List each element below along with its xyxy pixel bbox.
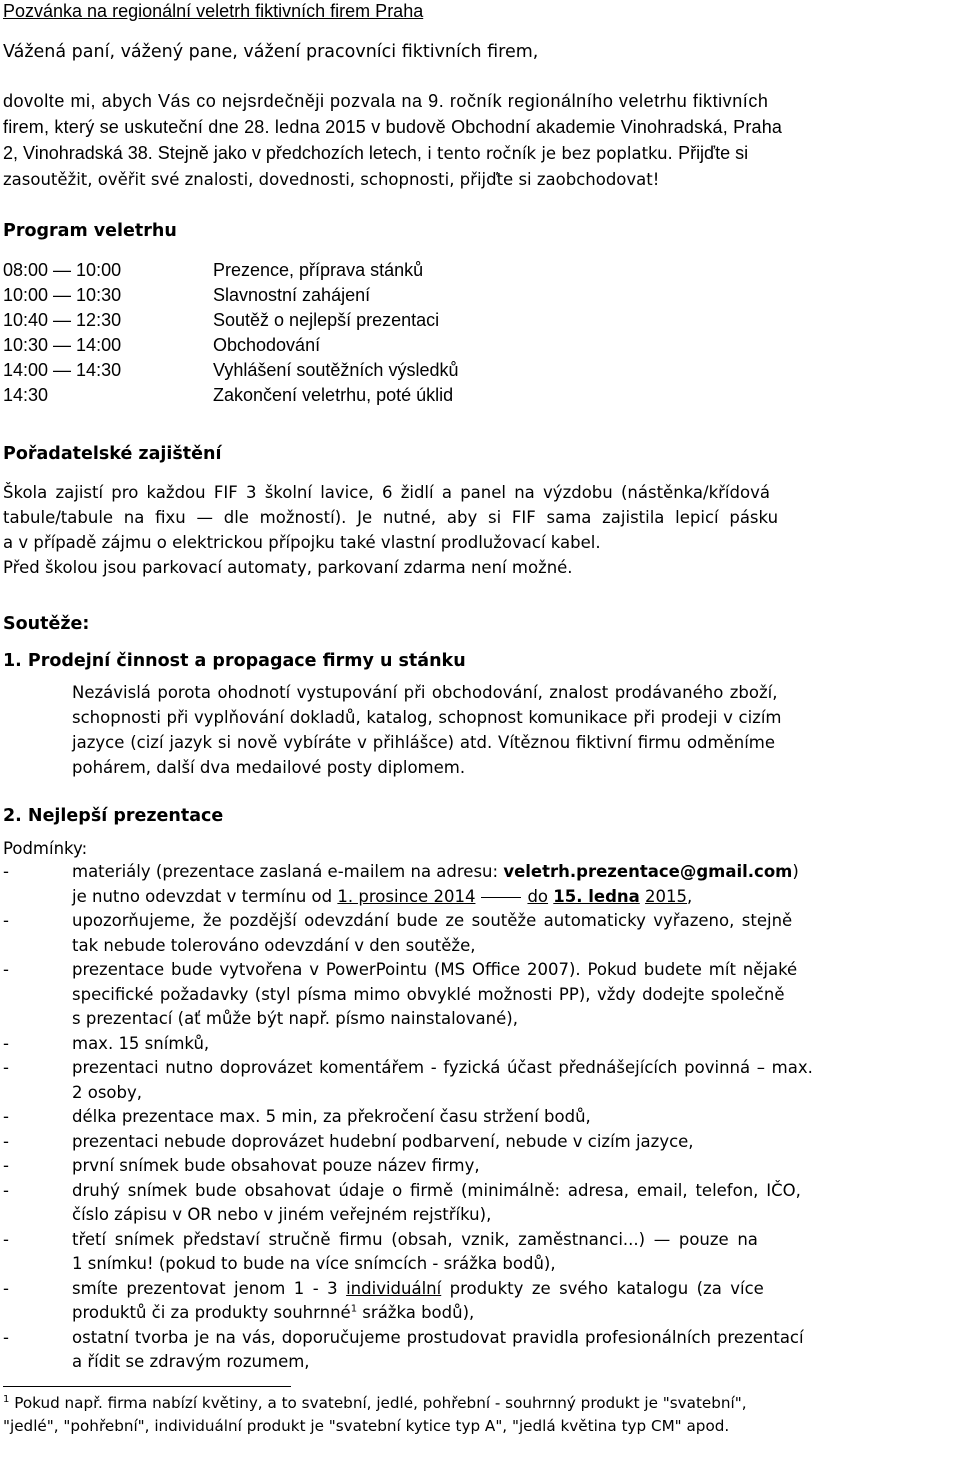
item-text: produkty ze svého katalogu (za více xyxy=(441,1278,764,1298)
document-title-link[interactable]: Pozvánka na regionální veletrh fiktivních firem Praha xyxy=(3,1,424,21)
item-line: s prezentací (ať může být např. písmo nainstalované), xyxy=(72,1009,518,1028)
list-item xyxy=(3,860,958,909)
list-item xyxy=(3,1326,958,1375)
item-line: číslo zápisu v OR nebo v jiném veřejném rejstříku), xyxy=(72,1205,492,1224)
item-line: prezentaci nutno doprovázet komentářem - fyzická účast přednášejících povinná – max. xyxy=(72,1058,813,1077)
intro-line: firem, který se uskuteční dne 28. ledna 2015 v budově Obchodní akademie Vinohradská, Praha xyxy=(3,117,783,137)
footnote xyxy=(3,1392,958,1438)
list-item xyxy=(3,958,958,1032)
email-address: veletrh.prezentace@gmail.com xyxy=(503,862,793,881)
greeting: Vážená paní, vážený pane, vážení pracovníci fiktivních firem, xyxy=(3,42,539,62)
item-line: prezentace bude vytvořena v PowerPointu (MS Office 2007). Pokud budete mít nějaké xyxy=(72,960,798,979)
intro-line-part: 2, Vinohradská 38. Stejně jako v předchozích letech, xyxy=(3,143,422,163)
underlined-word: individuální xyxy=(346,1278,442,1298)
organizer-heading: Pořadatelské zajištění xyxy=(3,444,222,464)
list-dash: - xyxy=(3,911,9,930)
item-line: max. 15 snímků, xyxy=(72,1033,210,1053)
list-item xyxy=(3,1056,958,1105)
item-line: 2 osoby, xyxy=(72,1082,143,1102)
organizer-line: Před školou jsou parkovací automaty, parkovaní zdarma není možné. xyxy=(3,558,573,577)
list-dash: - xyxy=(3,1107,9,1126)
conditions-label: Podmínky: xyxy=(3,839,88,858)
schedule-time: 08:00 — 10:00 xyxy=(3,260,122,280)
list-item xyxy=(3,1179,958,1228)
item-line: třetí snímek představí stručně firmu (obsah, vznik, zaměstnanci...) — pouze na xyxy=(72,1229,758,1249)
item-line: tak nebude tolerováno odevzdání v den soutěže, xyxy=(72,935,476,955)
schedule-row xyxy=(3,383,458,408)
schedule-time: 14:30 xyxy=(3,385,49,405)
intro-line: zasoutěžit, ověřit své znalosti, dovednosti, schopnosti, přijďte si zaobchodovat! xyxy=(3,170,660,189)
schedule-row xyxy=(3,358,458,383)
date-year: 2015 xyxy=(645,886,688,906)
schedule-item: Soutěž o nejlepší prezentaci xyxy=(213,310,440,330)
conditions-list xyxy=(3,860,958,1375)
program-schedule xyxy=(3,258,458,408)
dash-rule xyxy=(481,897,521,898)
program-heading: Program veletrhu xyxy=(3,221,177,241)
item-text: materiály (prezentace zaslaná e-mailem na adresu: xyxy=(72,862,504,881)
schedule-item: Zakončení veletrhu, poté úklid xyxy=(213,385,454,405)
competition-1-text xyxy=(72,680,958,780)
item-line: a řídit se zdravým rozumem, xyxy=(72,1352,310,1371)
list-item xyxy=(3,1105,958,1130)
date-from: 1. prosince 2014 xyxy=(337,886,476,906)
list-dash: - xyxy=(3,1156,9,1175)
footnote-number: 1 xyxy=(3,1393,10,1405)
item-text: produktů či za produkty souhrnné xyxy=(72,1303,351,1322)
organizer-line: a v případě zájmu o elektrickou přípojku také vlastní prodlužovací kabel. xyxy=(3,533,601,552)
schedule-time: 10:00 — 10:30 xyxy=(3,285,122,305)
schedule-item: Obchodování xyxy=(213,335,321,355)
schedule-time: 10:40 — 12:30 xyxy=(3,310,122,330)
date-to-word: do xyxy=(527,886,549,906)
list-dash: - xyxy=(3,1058,9,1077)
intro-line-part: i tento ročník je bez poplatku. xyxy=(427,144,673,163)
item-line: druhý snímek bude obsahovat údaje o firmě (minimálně: adresa, email, telefon, IČO, xyxy=(72,1180,801,1200)
date-to: 15. ledna xyxy=(553,886,640,906)
intro-line-part: Přijďte si xyxy=(678,143,749,163)
schedule-item: Prezence, příprava stánků xyxy=(213,260,424,280)
schedule-row xyxy=(3,283,458,308)
item-line: ostatní tvorba je na vás, doporučujeme prostudovat pravidla profesionálních prezentací xyxy=(72,1327,804,1347)
footnote-text: "jedlé", "pohřební", individuální produkt je "svatební kytice typ A", "jedlá květina typ CM" apod. xyxy=(3,1417,730,1435)
schedule-row xyxy=(3,308,458,333)
schedule-row xyxy=(3,258,458,283)
competitions-heading: Soutěže: xyxy=(3,614,90,634)
footnote-marker[interactable]: 1 xyxy=(350,1303,358,1315)
competition-1-line: pohárem, další dva medailové posty diplomem. xyxy=(72,758,466,777)
item-text: ) xyxy=(792,862,799,881)
intro-paragraph xyxy=(3,88,958,193)
schedule-time: 10:30 — 14:00 xyxy=(3,335,122,355)
list-item xyxy=(3,1032,958,1057)
schedule-item: Vyhlášení soutěžních výsledků xyxy=(213,360,459,380)
competition-1-line: schopnosti při vyplňování dokladů, katalog, schopnost komunikace při prodeji v cizím xyxy=(72,708,782,727)
intro-line: dovolte mi, abych Vás co nejsrdečněji pozvala na 9. ročník regionálního veletrhu fiktivních xyxy=(3,91,769,111)
intro-line xyxy=(3,140,958,167)
competition-1-line: Nezávislá porota ohodnotí vystupování při obchodování, znalost prodávaného zboží, xyxy=(72,683,778,702)
list-item xyxy=(3,1277,958,1326)
list-dash: - xyxy=(3,862,9,881)
item-line: specifické požadavky (styl písma mimo obvyklé možnosti PP), vždy dodejte společně xyxy=(72,984,785,1004)
schedule-time: 14:00 — 14:30 xyxy=(3,360,122,380)
item-text: srážka bodů), xyxy=(357,1303,475,1322)
schedule-item: Slavnostní zahájení xyxy=(213,285,371,305)
schedule-row xyxy=(3,333,458,358)
item-line: 1 snímku! (pokud to bude na více snímcích - srážka bodů), xyxy=(72,1254,556,1273)
list-item xyxy=(3,1130,958,1155)
item-line: první snímek bude obsahovat pouze název firmy, xyxy=(72,1156,480,1175)
item-line: upozorňujeme, že pozdější odevzdání bude ze soutěže automaticky vyřazeno, stejně xyxy=(72,911,793,930)
competition-1-heading: 1. Prodejní činnost a propagace firmy u stánku xyxy=(3,651,466,671)
list-item xyxy=(3,1228,958,1277)
list-dash: - xyxy=(3,960,9,979)
list-item xyxy=(3,1154,958,1179)
organizer-line: tabule/tabule na fixu — dle možností). Je nutné, aby si FIF sama zajistila lepicí pásku xyxy=(3,508,779,527)
list-dash: - xyxy=(3,1327,9,1347)
footnote-separator xyxy=(3,1386,291,1387)
list-item xyxy=(3,909,958,958)
item-text: smíte prezentovat jenom 1 - 3 xyxy=(72,1278,347,1298)
item-text: , xyxy=(687,886,693,906)
list-dash: - xyxy=(3,1229,9,1249)
list-dash: - xyxy=(3,1033,9,1053)
footnote-text: Pokud např. firma nabízí květiny, a to svatební, jedlé, pohřební - souhrnný produkt je "svatební", xyxy=(9,1394,747,1412)
competition-1-line: jazyce (cizí jazyk si nově vybíráte v přihlášce) atd. Vítěznou fiktivní firmu odměníme xyxy=(72,733,776,752)
list-dash: - xyxy=(3,1278,9,1298)
list-dash: - xyxy=(3,1131,9,1151)
item-text: je nutno odevzdat v termínu od xyxy=(72,886,338,906)
list-dash: - xyxy=(3,1180,9,1200)
competition-2-heading: 2. Nejlepší prezentace xyxy=(3,806,224,826)
organizer-paragraph xyxy=(3,480,958,580)
item-line: délka prezentace max. 5 min, za překročení času stržení bodů, xyxy=(72,1107,591,1126)
item-line: prezentaci nebude doprovázet hudební podbarvení, nebude v cizím jazyce, xyxy=(72,1131,694,1151)
organizer-line: Škola zajistí pro každou FIF 3 školní lavice, 6 židlí a panel na výzdobu (nástěnka/křídová xyxy=(3,483,770,502)
